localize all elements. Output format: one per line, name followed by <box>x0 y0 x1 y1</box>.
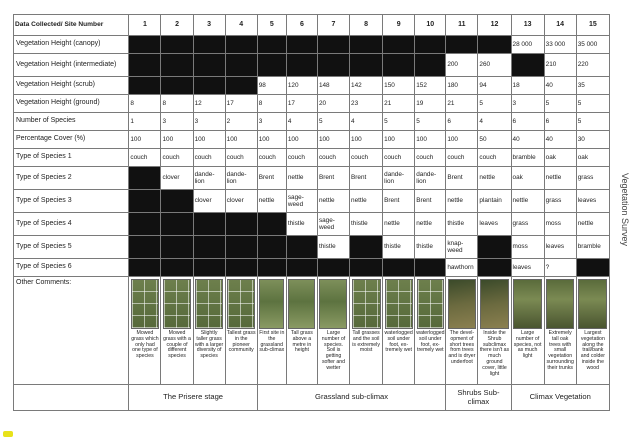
data-row <box>14 131 610 149</box>
site-comment-cell <box>576 277 609 385</box>
blacked-out-cell <box>225 36 257 54</box>
value-cell: nettle <box>257 190 286 213</box>
site-photo <box>352 279 381 329</box>
value-cell: nettle <box>350 190 383 213</box>
value-cell: 5 <box>317 113 349 131</box>
data-row <box>14 36 610 54</box>
value-cell: oak <box>544 149 576 167</box>
site-photo <box>319 279 347 329</box>
site-comment-text: Mowed grass with a couple of different species <box>163 330 191 360</box>
site-comment-cell <box>544 277 576 385</box>
site-photo <box>546 279 574 329</box>
blacked-out-cell <box>129 77 161 95</box>
site-number-header: 5 <box>257 15 286 36</box>
value-cell: 5 <box>576 113 609 131</box>
row-label: Vegetation Height (canopy) <box>14 36 129 54</box>
value-cell: Brent <box>446 167 478 190</box>
value-cell: 142 <box>350 77 383 95</box>
value-cell: 260 <box>478 54 511 77</box>
value-cell: bramble <box>511 149 544 167</box>
value-cell: 100 <box>193 131 225 149</box>
value-cell: 21 <box>383 95 415 113</box>
site-comment-cell <box>129 277 161 385</box>
value-cell: 4 <box>350 113 383 131</box>
site-number-header: 7 <box>317 15 349 36</box>
value-cell: sage-weed <box>286 190 317 213</box>
value-cell: 1 <box>129 113 161 131</box>
value-cell: couch <box>286 149 317 167</box>
value-cell: couch <box>350 149 383 167</box>
value-cell: couch <box>225 149 257 167</box>
blacked-out-cell <box>161 36 193 54</box>
value-cell: 210 <box>544 54 576 77</box>
stage-label: Climax Vegetation <box>511 385 609 411</box>
blacked-out-cell <box>350 236 383 259</box>
value-cell: clover <box>225 190 257 213</box>
value-cell: 180 <box>446 77 478 95</box>
vegetation-survey-table <box>13 14 610 411</box>
data-row <box>14 236 610 259</box>
site-comment-text: Tall grasses and the soil is extremely moist <box>352 330 380 354</box>
value-cell: clover <box>193 190 225 213</box>
blacked-out-cell <box>317 259 349 277</box>
blacked-out-cell <box>129 213 161 236</box>
blacked-out-cell <box>383 259 415 277</box>
blacked-out-cell <box>286 36 317 54</box>
site-number-header: 11 <box>446 15 478 36</box>
blacked-out-cell <box>415 54 446 77</box>
value-cell: 6 <box>511 113 544 131</box>
site-comment-text: Tall grass above a metre in height <box>290 330 313 354</box>
site-photo <box>513 279 542 329</box>
value-cell: leaves <box>478 213 511 236</box>
blacked-out-cell <box>511 54 544 77</box>
value-cell: grass <box>544 190 576 213</box>
blacked-out-cell <box>225 54 257 77</box>
blacked-out-cell <box>257 236 286 259</box>
data-row <box>14 190 610 213</box>
value-cell: oak <box>511 167 544 190</box>
value-cell: nettle <box>544 167 576 190</box>
data-row <box>14 77 610 95</box>
site-comment-cell <box>415 277 446 385</box>
blacked-out-cell <box>350 54 383 77</box>
blacked-out-cell <box>129 190 161 213</box>
value-cell: hawthorn <box>446 259 478 277</box>
value-cell: 12 <box>193 95 225 113</box>
blacked-out-cell <box>161 190 193 213</box>
blacked-out-cell <box>257 259 286 277</box>
value-cell: 21 <box>446 95 478 113</box>
value-cell: thistle <box>317 236 349 259</box>
blacked-out-cell <box>350 259 383 277</box>
row-label: Type of Species 4 <box>14 213 129 236</box>
value-cell: 20 <box>317 95 349 113</box>
value-cell: 98 <box>257 77 286 95</box>
row-label: Type of Species 2 <box>14 167 129 190</box>
value-cell: sage-weed <box>317 213 349 236</box>
value-cell: 4 <box>286 113 317 131</box>
blacked-out-cell <box>193 213 225 236</box>
blacked-out-cell <box>446 36 478 54</box>
value-cell: nettle <box>383 213 415 236</box>
value-cell: 100 <box>350 131 383 149</box>
value-cell: couch <box>193 149 225 167</box>
blacked-out-cell <box>478 259 511 277</box>
value-cell: bramble <box>576 236 609 259</box>
value-cell: 148 <box>317 77 349 95</box>
site-number-header: 10 <box>415 15 446 36</box>
blacked-out-cell <box>478 36 511 54</box>
row-label: Number of Species <box>14 113 129 131</box>
row-label: Vegetation Height (intermediate) <box>14 54 129 77</box>
site-comment-text: Tallest grass in the pioneer community <box>226 330 256 354</box>
value-cell: 5 <box>576 95 609 113</box>
stages-row <box>14 385 610 411</box>
row-label: Percentage Cover (%) <box>14 131 129 149</box>
value-cell: 3 <box>161 113 193 131</box>
value-cell: Brent <box>383 190 415 213</box>
side-title: Vegetation Survey <box>620 173 630 247</box>
blacked-out-cell <box>129 236 161 259</box>
data-row <box>14 149 610 167</box>
site-photo <box>227 279 255 329</box>
value-cell: 6 <box>544 113 576 131</box>
row-label: Vegetation Height (scrub) <box>14 77 129 95</box>
value-cell: leaves <box>511 259 544 277</box>
value-cell: moss <box>511 236 544 259</box>
value-cell: grass <box>511 213 544 236</box>
data-row <box>14 213 610 236</box>
site-number-header: 6 <box>286 15 317 36</box>
blacked-out-cell <box>415 36 446 54</box>
blacked-out-cell <box>193 54 225 77</box>
value-cell: oak <box>576 149 609 167</box>
value-cell: 94 <box>478 77 511 95</box>
blacked-out-cell <box>286 236 317 259</box>
value-cell: clover <box>161 167 193 190</box>
stage-label: Grassland sub-climax <box>257 385 446 411</box>
value-cell: 40 <box>544 77 576 95</box>
value-cell: 5 <box>383 113 415 131</box>
blacked-out-cell <box>383 36 415 54</box>
value-cell: nettle <box>286 167 317 190</box>
site-comment-cell <box>511 277 544 385</box>
site-photo <box>131 279 159 329</box>
site-photo <box>288 279 315 329</box>
highlight-mark <box>3 431 13 437</box>
value-cell: 28 000 <box>511 36 544 54</box>
value-cell: 19 <box>415 95 446 113</box>
value-cell: 100 <box>129 131 161 149</box>
value-cell: couch <box>129 149 161 167</box>
data-row <box>14 113 610 131</box>
value-cell: grass <box>576 167 609 190</box>
site-comment-text: waterlogged soil under foot, ex-tremely wet <box>416 330 445 354</box>
value-cell: 150 <box>383 77 415 95</box>
site-comment-text: Largest vegetation along the trail/bank and colder inside the wood <box>580 330 605 371</box>
blacked-out-cell <box>350 36 383 54</box>
site-photo <box>195 279 223 329</box>
blacked-out-cell <box>225 77 257 95</box>
value-cell: 8 <box>257 95 286 113</box>
value-cell: Brent <box>415 190 446 213</box>
value-cell: couch <box>446 149 478 167</box>
value-cell: 50 <box>478 131 511 149</box>
site-photo <box>417 279 444 329</box>
value-cell: couch <box>317 149 349 167</box>
site-comment-text: Large number of species, not as much light <box>513 330 542 360</box>
blacked-out-cell <box>257 213 286 236</box>
blacked-out-cell <box>415 259 446 277</box>
site-comment-text: First site in the grassland sub-climax <box>259 330 285 354</box>
value-cell: 100 <box>286 131 317 149</box>
value-cell: 3 <box>193 113 225 131</box>
value-cell: 35 <box>576 77 609 95</box>
value-cell: dande-lion <box>193 167 225 190</box>
value-cell: 5 <box>415 113 446 131</box>
value-cell: 23 <box>350 95 383 113</box>
value-cell: ? <box>544 259 576 277</box>
blacked-out-cell <box>225 259 257 277</box>
blacked-out-cell <box>193 259 225 277</box>
blacked-out-cell <box>193 77 225 95</box>
site-comment-text: waterlogged soil under foot, ex-tremely wet <box>384 330 413 354</box>
header-corner: Data Collected/ Site Number <box>14 15 129 36</box>
value-cell: 17 <box>225 95 257 113</box>
site-number-header: 8 <box>350 15 383 36</box>
blacked-out-cell <box>129 54 161 77</box>
value-cell: 100 <box>257 131 286 149</box>
blacked-out-cell <box>478 236 511 259</box>
value-cell: nettle <box>576 213 609 236</box>
comments-label: Other Comments: <box>14 277 129 385</box>
blacked-out-cell <box>286 259 317 277</box>
value-cell: nettle <box>415 213 446 236</box>
value-cell: 40 <box>544 131 576 149</box>
blacked-out-cell <box>129 36 161 54</box>
value-cell: 2 <box>225 113 257 131</box>
site-comment-cell <box>257 277 286 385</box>
blacked-out-cell <box>161 236 193 259</box>
value-cell: 152 <box>415 77 446 95</box>
value-cell: couch <box>161 149 193 167</box>
value-cell: dande-lion <box>415 167 446 190</box>
site-photo <box>448 279 476 329</box>
blacked-out-cell <box>193 36 225 54</box>
site-number-header: 3 <box>193 15 225 36</box>
value-cell: 100 <box>317 131 349 149</box>
comments-row <box>14 277 610 385</box>
value-cell: 40 <box>511 131 544 149</box>
value-cell: couch <box>383 149 415 167</box>
value-cell: thistle <box>286 213 317 236</box>
site-comment-cell <box>286 277 317 385</box>
site-number-header: 12 <box>478 15 511 36</box>
value-cell: 120 <box>286 77 317 95</box>
site-comment-cell <box>383 277 415 385</box>
blacked-out-cell <box>576 259 609 277</box>
blacked-out-cell <box>257 54 286 77</box>
site-photo <box>578 279 607 329</box>
blacked-out-cell <box>129 259 161 277</box>
blacked-out-cell <box>193 236 225 259</box>
value-cell: 30 <box>576 131 609 149</box>
row-label: Type of Species 1 <box>14 149 129 167</box>
value-cell: leaves <box>544 236 576 259</box>
site-number-header: 9 <box>383 15 415 36</box>
site-comment-text: Large number of species. Soil is getting softer and wetter <box>321 330 346 371</box>
value-cell: 100 <box>225 131 257 149</box>
site-number-header: 13 <box>511 15 544 36</box>
value-cell: thistle <box>350 213 383 236</box>
site-photo <box>385 279 413 329</box>
value-cell: Brent <box>257 167 286 190</box>
blacked-out-cell <box>161 54 193 77</box>
site-comment-text: Mowed grass which only had one type of species <box>131 330 159 360</box>
blacked-out-cell <box>161 259 193 277</box>
value-cell: nettle <box>446 190 478 213</box>
stage-label: The Prisere stage <box>129 385 257 411</box>
header-row <box>14 15 610 36</box>
blacked-out-cell <box>317 36 349 54</box>
value-cell: 5 <box>544 95 576 113</box>
row-label: Vegetation Height (ground) <box>14 95 129 113</box>
data-row <box>14 95 610 113</box>
blacked-out-cell <box>317 54 349 77</box>
value-cell: 100 <box>415 131 446 149</box>
blacked-out-cell <box>383 54 415 77</box>
value-cell: 100 <box>161 131 193 149</box>
site-photo <box>163 279 191 329</box>
value-cell: 6 <box>446 113 478 131</box>
value-cell: nettle <box>511 190 544 213</box>
site-number-header: 15 <box>576 15 609 36</box>
site-comment-text: The devel-opment of short trees from trees and is dryer underfoot <box>448 330 476 366</box>
value-cell: 18 <box>511 77 544 95</box>
value-cell: couch <box>257 149 286 167</box>
blacked-out-cell <box>161 77 193 95</box>
site-comment-cell <box>225 277 257 385</box>
data-row <box>14 167 610 190</box>
value-cell: 8 <box>129 95 161 113</box>
value-cell: nettle <box>478 167 511 190</box>
value-cell: plantain <box>478 190 511 213</box>
site-number-header: 2 <box>161 15 193 36</box>
value-cell: 5 <box>478 95 511 113</box>
data-row <box>14 54 610 77</box>
value-cell: 4 <box>478 113 511 131</box>
site-photo <box>259 279 284 329</box>
stages-blank-cell <box>14 385 129 411</box>
value-cell: thistle <box>383 236 415 259</box>
site-comment-cell <box>478 277 511 385</box>
row-label: Type of Species 3 <box>14 190 129 213</box>
value-cell: couch <box>415 149 446 167</box>
value-cell: dande-lion <box>383 167 415 190</box>
row-label: Type of Species 5 <box>14 236 129 259</box>
stage-label: Shrubs Sub-climax <box>446 385 511 411</box>
value-cell: 200 <box>446 54 478 77</box>
value-cell: leaves <box>576 190 609 213</box>
site-comment-text: Extremely tall oak trees with small vegetation surrounding their trunks <box>546 330 574 371</box>
value-cell: 8 <box>161 95 193 113</box>
value-cell: Brent <box>350 167 383 190</box>
site-comment-cell <box>193 277 225 385</box>
blacked-out-cell <box>225 236 257 259</box>
blacked-out-cell <box>225 213 257 236</box>
value-cell: moss <box>544 213 576 236</box>
site-number-header: 4 <box>225 15 257 36</box>
site-photo <box>480 279 509 329</box>
site-comment-cell <box>350 277 383 385</box>
blacked-out-cell <box>257 36 286 54</box>
blacked-out-cell <box>161 213 193 236</box>
site-comment-cell <box>446 277 478 385</box>
value-cell: thistle <box>415 236 446 259</box>
value-cell: 33 000 <box>544 36 576 54</box>
blacked-out-cell <box>286 54 317 77</box>
site-comment-text: Slightly taller grass with a larger diversity of species <box>194 330 224 360</box>
site-number-header: 1 <box>129 15 161 36</box>
site-comment-text: Inside the Shrub subclimax there isn't as much ground cover, little light <box>479 330 510 377</box>
value-cell: 35 000 <box>576 36 609 54</box>
blacked-out-cell <box>129 167 161 190</box>
value-cell: nettle <box>317 190 349 213</box>
value-cell: dande-lion <box>225 167 257 190</box>
value-cell: 3 <box>257 113 286 131</box>
value-cell: 3 <box>511 95 544 113</box>
site-number-header: 14 <box>544 15 576 36</box>
data-row <box>14 259 610 277</box>
value-cell: 100 <box>446 131 478 149</box>
site-comment-cell <box>317 277 349 385</box>
site-comment-cell <box>161 277 193 385</box>
value-cell: couch <box>478 149 511 167</box>
row-label: Type of Species 6 <box>14 259 129 277</box>
value-cell: 220 <box>576 54 609 77</box>
value-cell: 100 <box>383 131 415 149</box>
value-cell: thistle <box>446 213 478 236</box>
value-cell: 17 <box>286 95 317 113</box>
value-cell: knap-weed <box>446 236 478 259</box>
value-cell: Brent <box>317 167 349 190</box>
